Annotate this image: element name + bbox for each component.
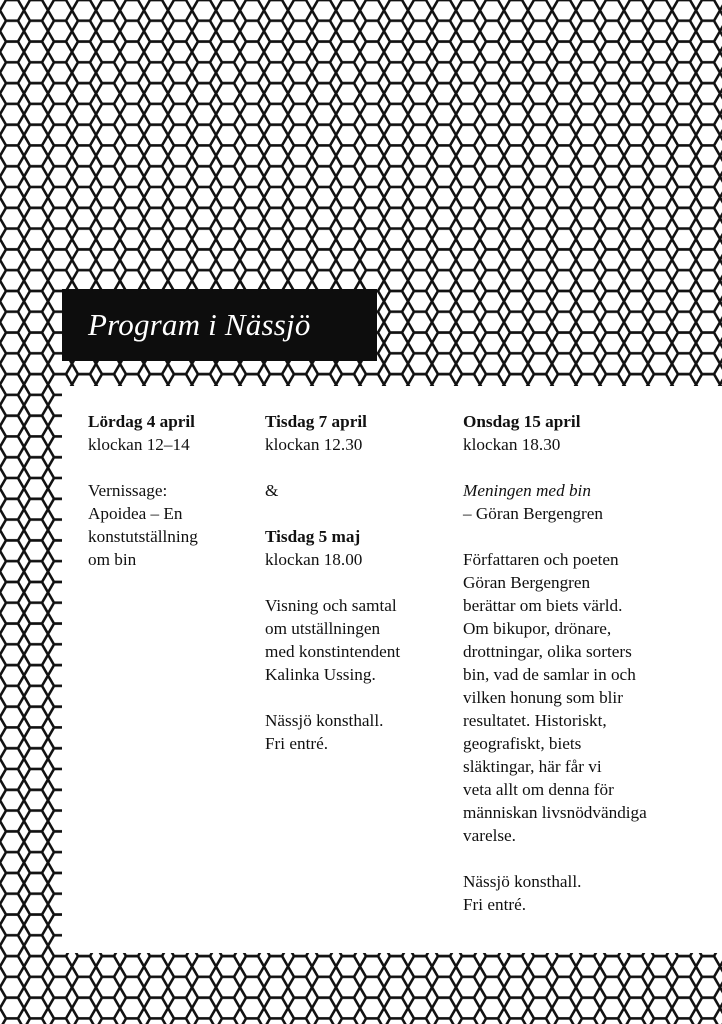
event-time: klockan 12.30 [265,435,363,454]
venue-line: Nässjö konsthall. [463,872,582,891]
event-date: Lördag 4 april [88,412,195,431]
ampersand: & [265,481,279,500]
event-desc-line: Visning och samtal [265,596,397,615]
event-desc-line: Om bikupor, drönare, [463,619,612,638]
event-desc-line: berättar om biets värld. [463,596,623,615]
event-desc-line: bin, vad de samlar in och [463,665,636,684]
event-date: Tisdag 7 april [265,412,367,431]
column-2 [265,410,445,755]
column-3 [463,410,703,916]
event-desc-line: människan livsnödvändiga [463,803,647,822]
event-title: Meningen med bin [463,481,591,500]
venue-line: Fri entré. [463,895,527,914]
event-desc-line: varelse. [463,826,516,845]
event-desc-line: Författaren och poeten [463,550,619,569]
venue-line: Fri entré. [265,734,329,753]
column-1 [88,410,248,571]
event-desc-line: om utställningen [265,619,381,638]
event-desc-line: resultatet. Historiskt, [463,711,607,730]
event-speaker: – Göran Bergengren [463,504,604,523]
event-desc-line: Göran Bergengren [463,573,591,592]
event-desc-line: med konstintendent [265,642,401,661]
event-desc-line: om bin [88,550,137,569]
event-desc-line: geografiskt, biets [463,734,582,753]
event-time: klockan 18.00 [265,550,363,569]
page-title: Program i Nässjö [88,307,311,342]
event-desc-line: Vernissage: [88,481,168,500]
event-date: Onsdag 15 april [463,412,581,431]
venue-line: Nässjö konsthall. [265,711,384,730]
event-desc-line: släktingar, här får vi [463,757,602,776]
event-date: Tisdag 5 maj [265,527,361,546]
event-desc-line: Kalinka Ussing. [265,665,376,684]
event-desc-line: konstutställning [88,527,198,546]
event-desc-line: vilken honung som blir [463,688,623,707]
event-time: klockan 12–14 [88,435,190,454]
title-banner [62,289,377,361]
event-desc-line: veta allt om denna för [463,780,614,799]
event-time: klockan 18.30 [463,435,561,454]
event-desc-line: Apoidea – En [88,504,183,523]
event-desc-line: drottningar, olika sorters [463,642,632,661]
